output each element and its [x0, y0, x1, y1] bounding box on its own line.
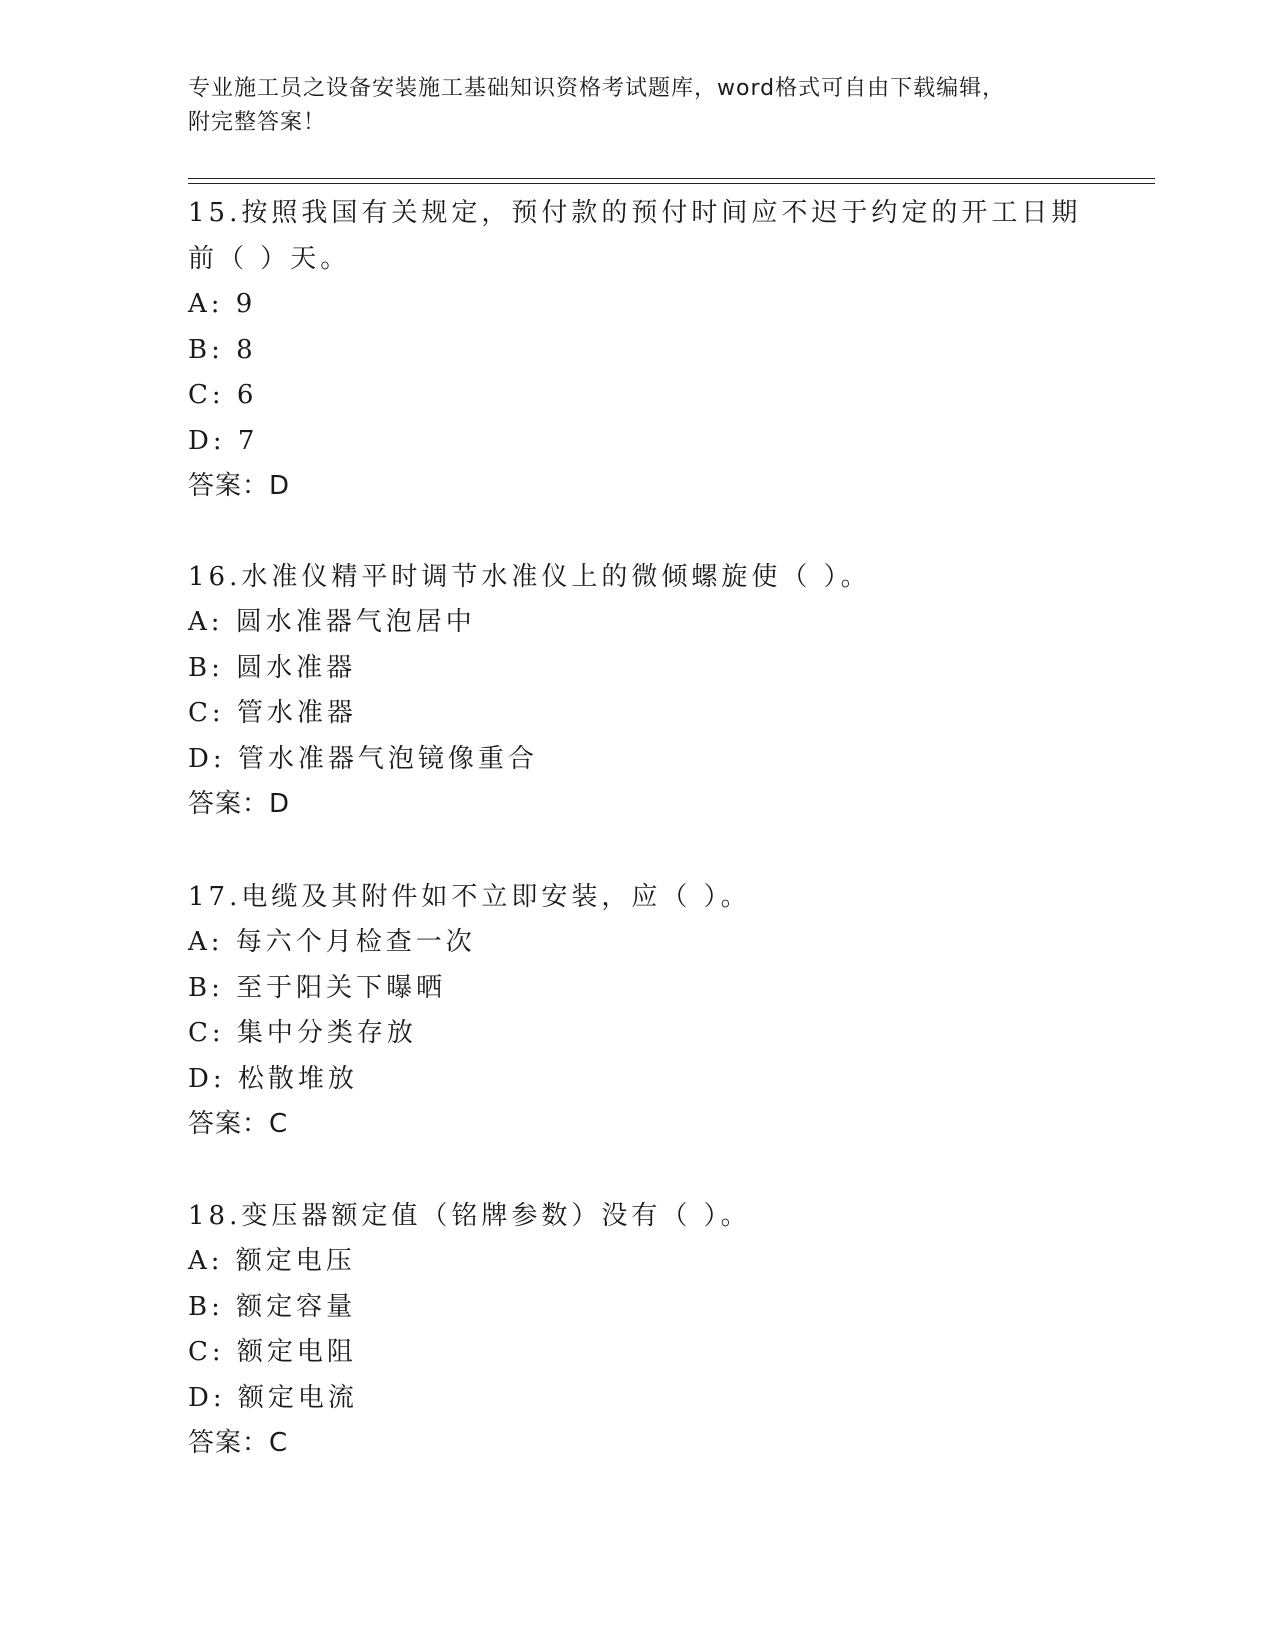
question-15 [188, 190, 1088, 509]
answer: 答案：C [188, 1428, 289, 1458]
question-text: 16.水准仪精平时调节水准仪上的微倾螺旋使（ ）。 [188, 562, 871, 592]
option-d: D: 松散堆放 [188, 1063, 358, 1094]
header-line-1: 专业施工员之设备安装施工基础知识资格考试题库，word格式可自由下载编辑， [188, 76, 1006, 101]
answer: 答案：D [188, 471, 291, 501]
answer: 答案：D [188, 789, 291, 819]
option-b: B: 8 [188, 334, 257, 365]
question-17 [188, 874, 1088, 1147]
option-c: C: 管水准器 [188, 698, 357, 728]
question-text: 15.按照我国有关规定，预付款的预付时间应不迟于约定的开工日期前（ ）天。 [188, 198, 1082, 274]
question-text: 17.电缆及其附件如不立即安装，应（ ）。 [188, 882, 751, 912]
option-b: B: 额定容量 [188, 1291, 357, 1322]
answer: 答案：C [188, 1109, 289, 1139]
option-a: A: 圆水准器气泡居中 [188, 607, 476, 637]
option-d: D: 额定电流 [188, 1382, 358, 1413]
option-b: B: 至于阳关下曝晒 [188, 972, 447, 1003]
option-a: A: 额定电压 [188, 1246, 356, 1276]
option-a: A: 9 [188, 289, 257, 319]
question-text: 18.变压器额定值（铭牌参数）没有（ ）。 [188, 1201, 751, 1231]
option-d: D: 管水准器气泡镜像重合 [188, 743, 538, 774]
question-18 [188, 1193, 1088, 1466]
document-header [188, 72, 1088, 140]
option-c: C: 额定电阻 [188, 1337, 357, 1367]
header-divider-bottom [188, 183, 1155, 184]
header-divider-top [188, 178, 1155, 179]
option-c: C: 集中分类存放 [188, 1018, 417, 1048]
question-16 [188, 554, 1088, 827]
option-d: D: 7 [188, 425, 259, 456]
header-line-2: 附完整答案！ [188, 110, 327, 135]
option-a: A: 每六个月检查一次 [188, 927, 476, 957]
option-c: C: 6 [188, 380, 258, 410]
option-b: B: 圆水准器 [188, 652, 357, 683]
